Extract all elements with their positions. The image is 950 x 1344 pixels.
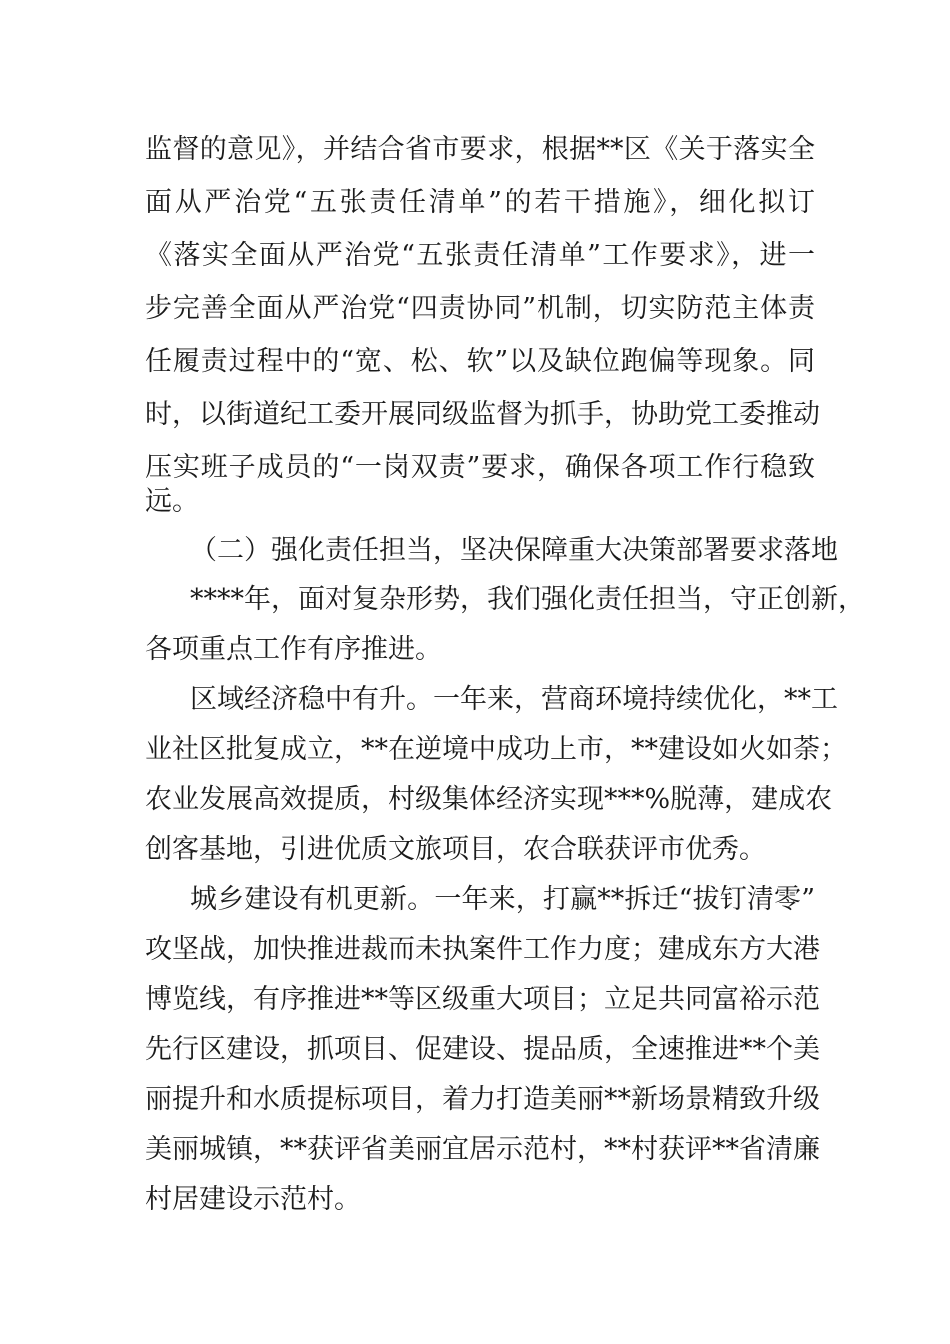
text-line: 时，以街道纪工委开展同级监督为抓手，协助党工委推动 — [145, 399, 820, 430]
text-line: 业社区批复成立，**在逆境中成功上市，**建设如火如荼； — [145, 734, 847, 765]
text-line: 监督的意见》，并结合省市要求，根据**区《关于落实全 — [145, 134, 815, 165]
text-line: 农业发展高效提质，村级集体经济实现***%脱薄，建成农 — [145, 784, 833, 815]
text-line: 美丽城镇，**获评省美丽宜居示范村，**村获评**省清廉 — [145, 1134, 820, 1165]
text-line: 步完善全面从严治党“四责协同”机制，切实防范主体责 — [145, 293, 815, 324]
text-line: 博览线，有序推进**等区级重大项目；立足共同富裕示范 — [145, 984, 820, 1015]
text-line: 《落实全面从严治党“五张责任清单”工作要求》，进一 — [145, 240, 815, 271]
text-line: 先行区建设，抓项目、促建设、提品质，全速推进**个美 — [145, 1034, 820, 1065]
text-line: 攻坚战，加快推进裁而未执案件工作力度；建成东方大港 — [145, 934, 820, 965]
text-line: 任履责过程中的“宽、松、软”以及缺位跑偏等现象。同 — [145, 346, 815, 377]
text-line: 远。 — [145, 486, 199, 517]
text-line: ****年，面对复杂形势，我们强化责任担当，守正创新， — [190, 584, 865, 615]
section-heading: （二）强化责任担当，坚决保障重大决策部署要求落地 — [190, 535, 838, 566]
text-line: 村居建设示范村。 — [145, 1184, 361, 1215]
text-line: 创客基地，引进优质文旅项目，农合联获评市优秀。 — [145, 834, 766, 865]
text-line: 各项重点工作有序推进。 — [145, 634, 442, 665]
text-line: 面从严治党“五张责任清单”的若干措施》，细化拟订 — [145, 187, 815, 218]
text-line: 压实班子成员的“一岗双责”要求，确保各项工作行稳致 — [145, 452, 815, 483]
text-line: 区域经济稳中有升。一年来，营商环境持续优化，**工 — [190, 684, 838, 715]
text-line: 丽提升和水质提标项目，着力打造美丽**新场景精致升级 — [145, 1084, 820, 1115]
text-line: 城乡建设有机更新。一年来，打赢**拆迁“拔钉清零” — [190, 884, 815, 915]
